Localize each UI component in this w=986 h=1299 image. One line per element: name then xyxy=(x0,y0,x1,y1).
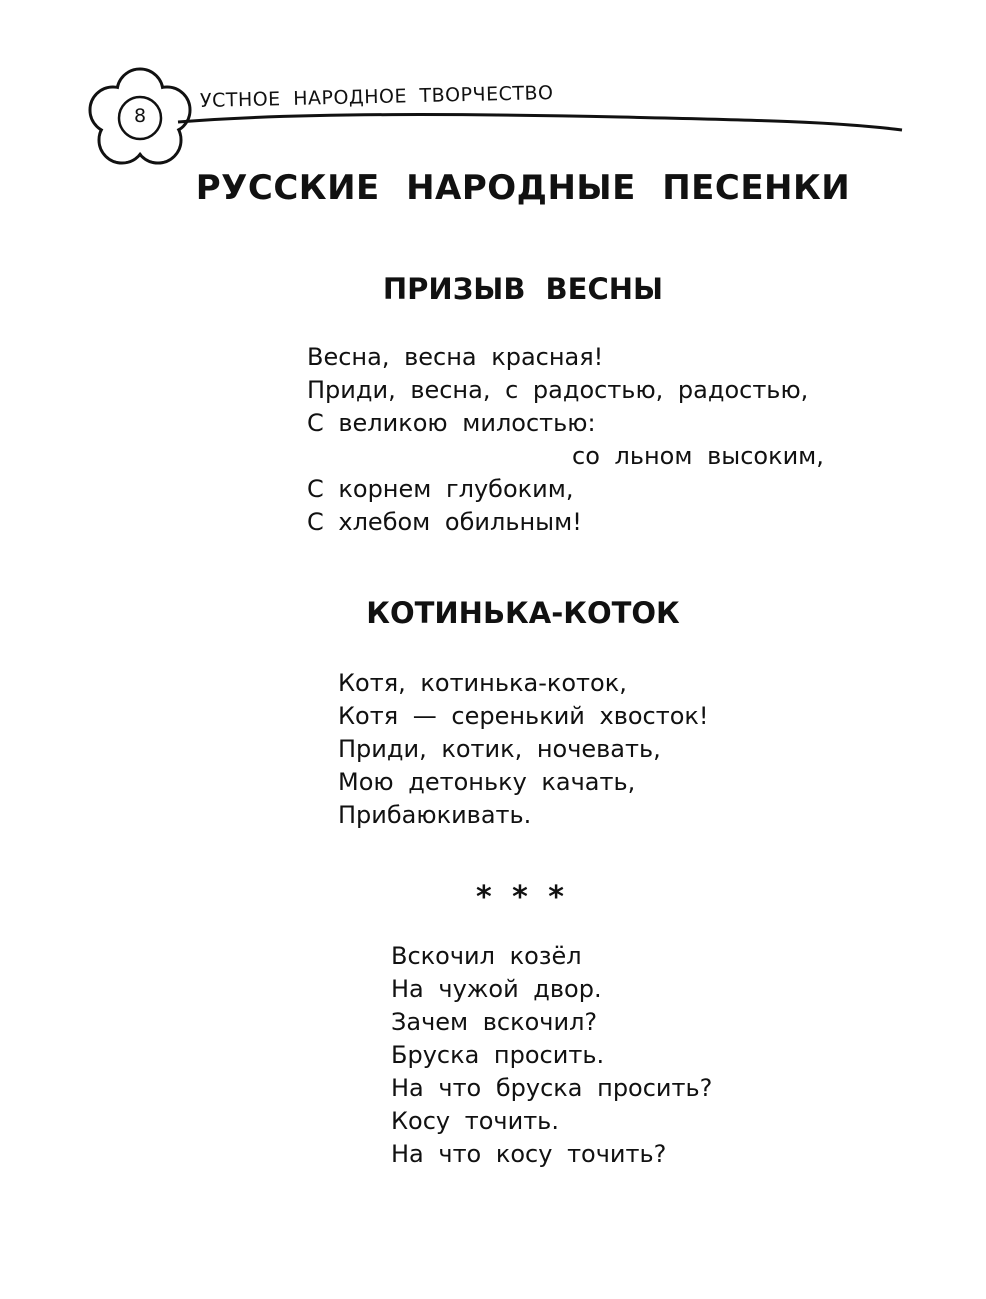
verse-vskochil-kozel xyxy=(391,940,712,1171)
main-title: РУССКИЕ НАРОДНЫЕ ПЕСЕНКИ xyxy=(195,168,851,208)
verse-line: со льном высоким, xyxy=(572,442,824,470)
song-title: КОТИНЬКА-КОТОК xyxy=(366,596,680,630)
verse-line: Котя — серенький хвосток! xyxy=(338,702,709,730)
page-header xyxy=(0,0,986,170)
verse-line: На чужой двор. xyxy=(391,975,602,1003)
verse-line: На что косу точить? xyxy=(391,1140,667,1168)
verse-line: Косу точить. xyxy=(391,1107,559,1135)
verse-line: Бруска просить. xyxy=(391,1041,605,1069)
verse-kotinka-kotok xyxy=(338,667,709,832)
verse-line: Зачем вскочил? xyxy=(391,1008,598,1036)
verse-prizyv-vesny xyxy=(307,341,824,539)
verse-line: Котя, котинька-коток, xyxy=(338,669,627,697)
verse-line: Вскочил козёл xyxy=(391,942,582,970)
section-name: УСТНОЕ НАРОДНОЕ ТВОРЧЕСТВО xyxy=(199,81,554,112)
verse-line: Мою детоньку качать, xyxy=(338,768,636,796)
verse-line: На что бруска просить? xyxy=(391,1074,713,1102)
verse-line: Прибаюкивать. xyxy=(338,801,532,829)
page-number: 8 xyxy=(133,105,147,127)
verse-line: Приди, котик, ночевать, xyxy=(338,735,661,763)
song-title: ПРИЗЫВ ВЕСНЫ xyxy=(382,272,664,306)
verse-line: Весна, весна красная! xyxy=(307,343,604,371)
header-rule xyxy=(178,115,902,130)
verse-line: С корнем глубоким, xyxy=(307,475,574,503)
verse-line: Приди, весна, с радостью, радостью, xyxy=(307,376,809,404)
section-separator: * * * xyxy=(476,880,564,915)
verse-line: С хлебом обильным! xyxy=(307,508,582,536)
verse-line: С великою милостью: xyxy=(307,409,596,437)
